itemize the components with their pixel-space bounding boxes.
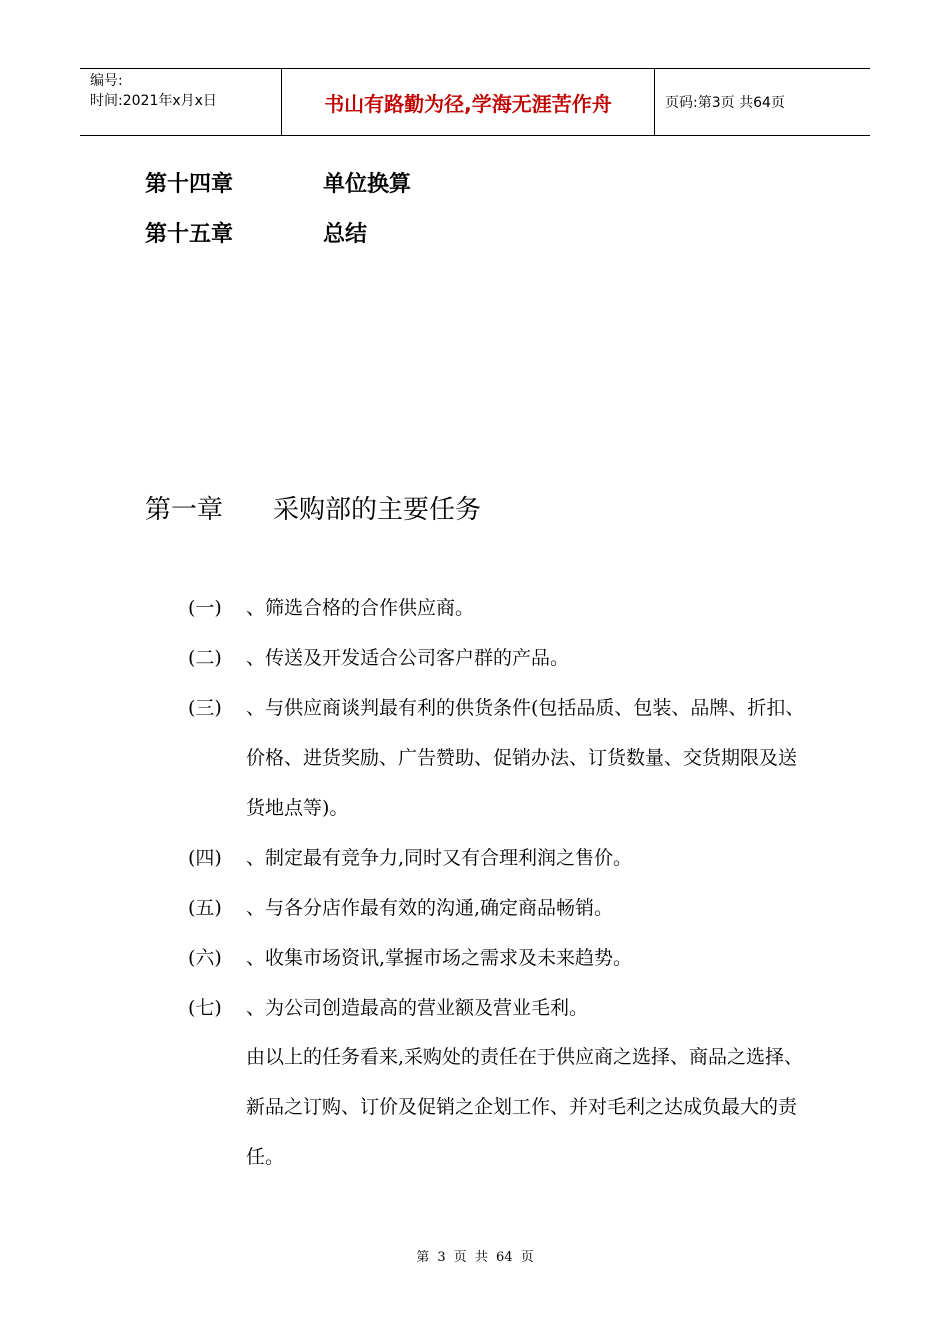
toc-chapter-number: 第十五章 — [145, 222, 234, 247]
page-header — [80, 68, 870, 136]
item-label: (一) — [188, 597, 222, 619]
item-text: 、筛选合格的合作供应商。 — [246, 597, 475, 619]
list-item — [188, 883, 818, 933]
chapter-heading — [145, 492, 481, 528]
list-item — [188, 833, 818, 883]
item-text: 、收集市场资讯,掌握市场之需求及未来趋势。 — [246, 947, 633, 969]
date-label: 时间:2021年x月x日 — [90, 93, 217, 109]
toc-entry — [145, 220, 367, 250]
toc-chapter-number: 第十四章 — [145, 172, 234, 197]
item-text: 、与各分店作最有效的沟通,确定商品畅销。 — [246, 897, 614, 919]
page-footer: 第 3 页 共 64 页 — [416, 1250, 534, 1265]
item-label: (五) — [188, 897, 222, 919]
code-label: 编号: — [90, 73, 123, 89]
chapter-title: 采购部的主要任务 — [273, 495, 482, 525]
item-text: 、制定最有竞争力,同时又有合理利润之售价。 — [246, 847, 633, 869]
item-label: (三) — [188, 697, 222, 719]
header-page-info: 页码:第3页 共64页 — [665, 95, 785, 111]
list-item — [188, 983, 818, 1033]
item-text: 、为公司创造最高的营业额及营业毛利。 — [246, 997, 589, 1019]
item-text: 、与供应商谈判最有利的供货条件(包括品质、包装、品牌、折扣、价格、进货奖励、广告赞助、促销办法、订货数量、交货期限及送货地点等)。 — [246, 697, 805, 819]
task-list — [188, 583, 818, 1033]
list-item — [188, 583, 818, 633]
toc-chapter-title: 单位换算 — [323, 172, 412, 197]
list-item — [188, 933, 818, 983]
item-label: (四) — [188, 847, 222, 869]
item-label: (六) — [188, 947, 222, 969]
list-item — [188, 633, 818, 683]
chapter-number: 第一章 — [145, 495, 224, 525]
header-motto: 书山有路勤为径,学海无涯苦作舟 — [282, 69, 655, 135]
summary-paragraph: 由以上的任务看来,采购处的责任在于供应商之选择、商品之选择、新品之订购、订价及促销之企划工作、并对毛利之达成负最大的责任。 — [246, 1046, 804, 1168]
toc-chapter-title: 总结 — [323, 222, 368, 247]
item-text: 、传送及开发适合公司客户群的产品。 — [246, 647, 570, 669]
list-item — [188, 683, 818, 833]
item-label: (二) — [188, 647, 222, 669]
item-label: (七) — [188, 997, 222, 1019]
toc-entry — [145, 170, 411, 200]
header-meta — [80, 69, 282, 135]
